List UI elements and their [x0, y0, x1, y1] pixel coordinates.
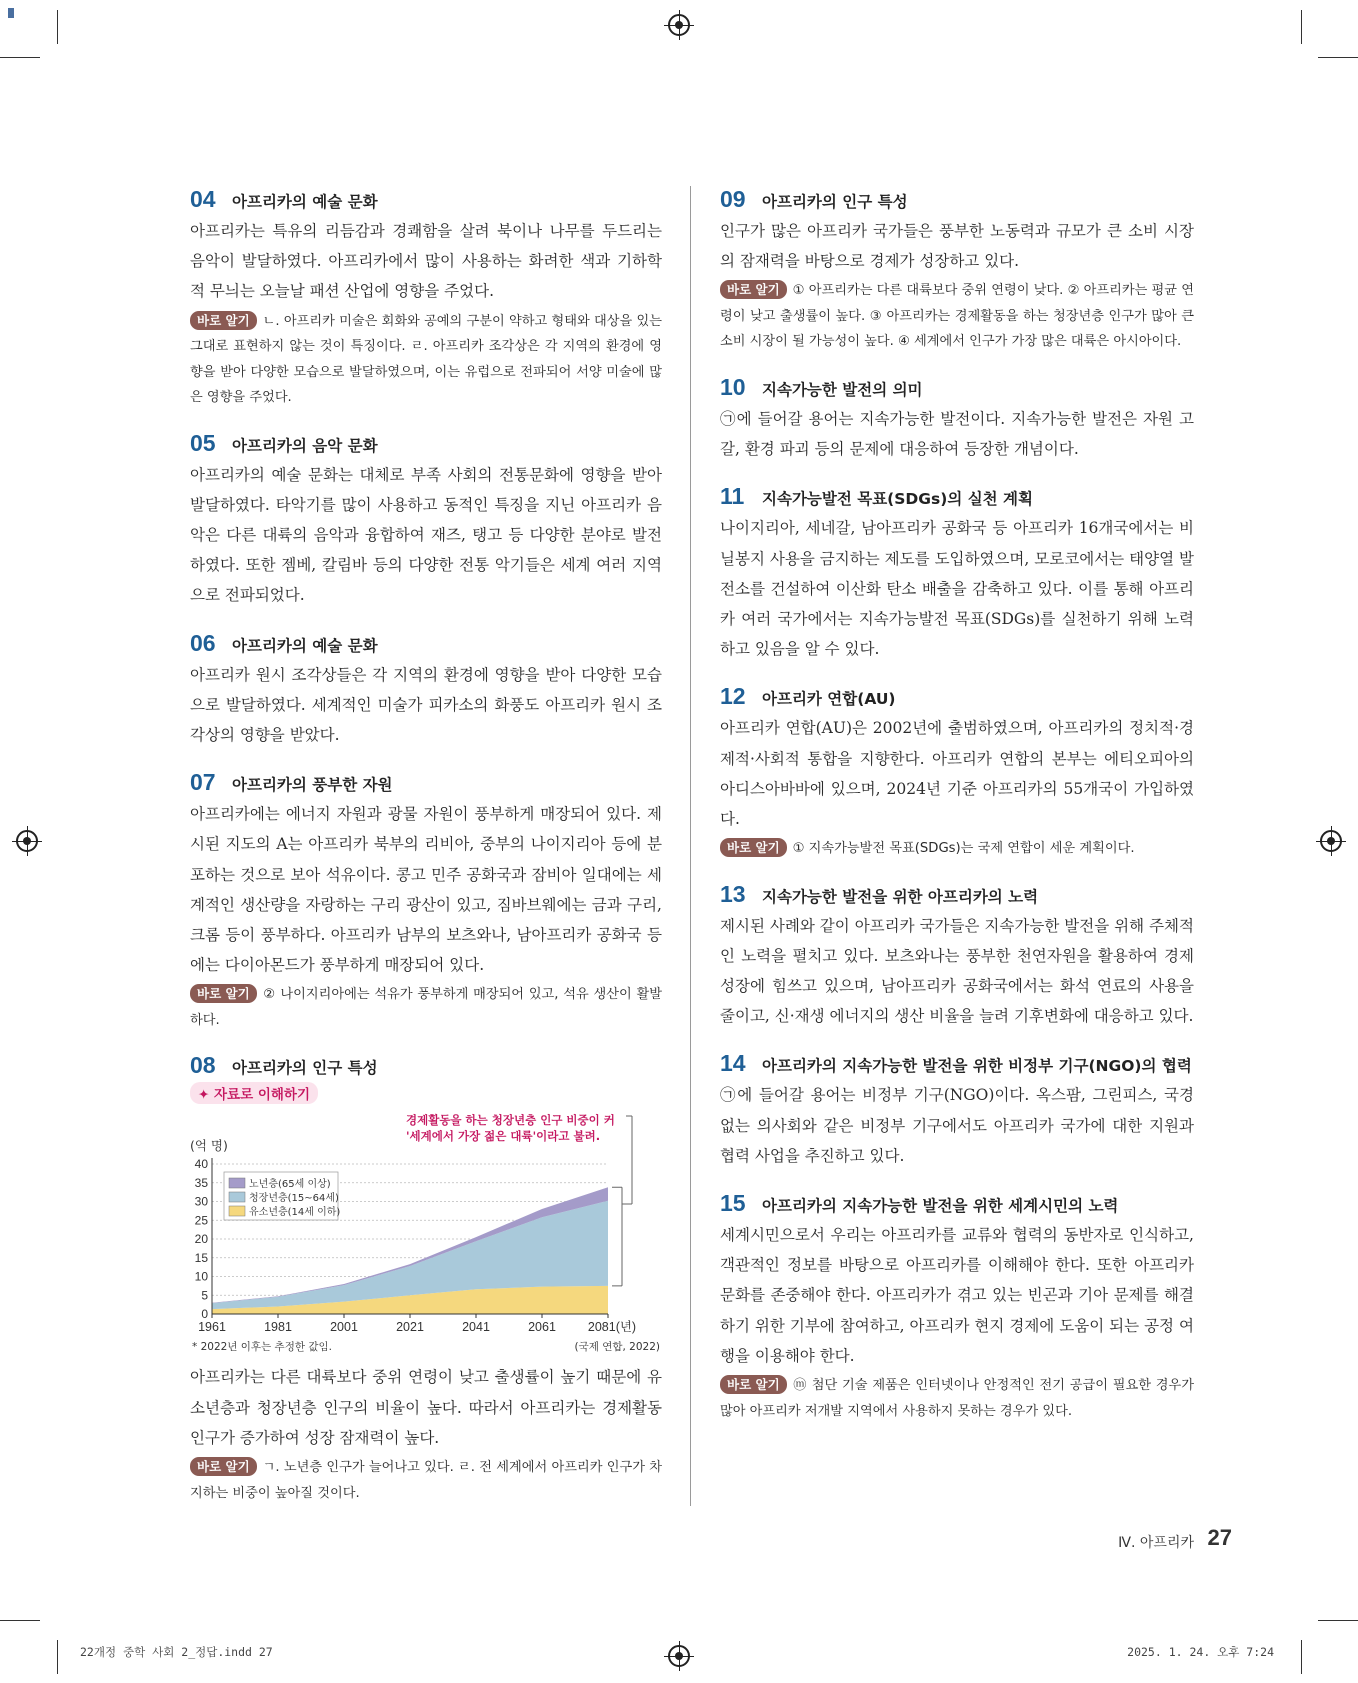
section-title: 아프리카 연합(AU) — [762, 690, 896, 709]
correction-badge: 바로 알기 — [190, 984, 257, 1003]
answer-section — [190, 186, 662, 411]
y-tick-label: 30 — [194, 1194, 208, 1209]
correction-badge: 바로 알기 — [720, 1375, 787, 1394]
correction-badge: 바로 알기 — [190, 1457, 257, 1476]
legend-label: 노년층(65세 이상) — [249, 1179, 331, 1191]
y-tick-label: 5 — [201, 1288, 208, 1303]
section-title: 아프리카의 인구 특성 — [762, 193, 908, 211]
legend-swatch — [229, 1206, 245, 1216]
correction-note: 바로 알기 ㄴ. 아프리카 미술은 회화와 공예의 구분이 약하고 형태와 대상을 있는 그대로 표현하지 않는 것이 특징이다. ㄹ. 아프리카 조각상은 각 지역의 환경에 영향을 받아 다양한 모습으로 발달하였으며, 이는 유럽으로 전파되어 서양 미술에 많은 영향을 주었다. — [190, 312, 662, 406]
legend-swatch — [229, 1192, 245, 1202]
chart-annotation: 경제활동을 하는 청장년층 인구 비중이 커 — [406, 1113, 615, 1128]
crop-mark — [8, 8, 14, 18]
section-body: 아프리카에는 에너지 자원과 광물 자원이 풍부하게 매장되어 있다. 제시된 지도의 A는 아프리카 북부의 리비아, 중부의 나이지리아 등에 분포하는 것으로 보아 석유이다. 콩고 민주 공화국과 잠비아 일대에는 세계적인 생산량을 자랑하는 구리 광산이 있고, 짐바브웨에는 금과 구리, 크롬 등이 풍부하다. 아프리카 남부의 보츠와나, 남아프리카 공화국 등에는 다이아몬드가 풍부하게 매장되어 있다. — [190, 805, 662, 975]
answer-section — [720, 374, 1194, 464]
section-title: 아프리카의 예술 문화 — [232, 636, 378, 655]
correction-note: 바로 알기 ① 아프리카는 다른 대륙보다 중위 연령이 낮다. ② 아프리카는 평균 연령이 낮고 출생률이 높다. ③ 아프리카는 경제활동을 하는 청장년층 인구가 많아 큰 소비 시장이 될 가능성이 높다. ④ 세계에서 인구가 가장 많은 대륙은 아시아이다. — [720, 282, 1194, 350]
y-tick-label: 20 — [194, 1232, 208, 1247]
section-number: 15 — [720, 1190, 746, 1217]
answer-section — [190, 630, 662, 751]
crop-mark — [0, 57, 40, 58]
correction-note: 바로 알기 ② 나이지리아에는 석유가 풍부하게 매장되어 있고, 석유 생산이 활발하다. — [190, 986, 662, 1028]
y-tick-label: 0 — [201, 1307, 208, 1322]
answer-section — [720, 683, 1194, 861]
file-slug: 22개정 중학 사회 2_정답.indd 27 — [80, 1645, 273, 1659]
answer-section — [720, 483, 1194, 664]
x-tick-label: 1961 — [198, 1320, 226, 1335]
x-tick-label: 2081(년) — [587, 1320, 637, 1335]
section-title: 아프리카의 인구 특성 — [232, 1059, 378, 1078]
section-title: 아프리카의 지속가능한 발전을 위한 비정부 기구(NGO)의 협력 — [762, 1057, 1192, 1076]
crop-mark — [57, 1640, 58, 1674]
section-number: 07 — [190, 769, 216, 796]
section-body: 아프리카의 예술 문화는 대체로 부족 사회의 전통문화에 영향을 받아 발달하였다. 타악기를 많이 사용하고 동적인 특징을 지닌 아프리카 음악은 다른 대륙의 음악과 융합하여 재즈, 탱고 등 다양한 분야로 발전하였다. 또한 젬베, 칼림바 등의 다양한 전통 악기들은 세계 여러 지역으로 전파되었다. — [190, 465, 662, 605]
section-number: 14 — [720, 1050, 746, 1077]
section-body: 인구가 많은 아프리카 국가들은 풍부한 노동력과 규모가 큰 소비 시장의 잠재력을 바탕으로 경제가 성장하고 있다. — [720, 222, 1194, 271]
y-unit-label: (억 명) — [190, 1138, 228, 1154]
crop-mark — [57, 10, 58, 44]
y-tick-label: 25 — [194, 1213, 208, 1228]
registration-mark — [1320, 830, 1342, 852]
crop-mark — [1318, 57, 1358, 58]
section-number: 13 — [720, 880, 746, 907]
page-number: 27 — [1207, 1525, 1232, 1550]
section-number: 09 — [720, 186, 746, 212]
section-body: 아프리카는 특유의 리듬감과 경쾌함을 살려 북이나 나무를 두드리는 음악이 발달하였다. 아프리카에서 많이 사용하는 화려한 색과 기하학적 무늬는 오늘날 패션 산업에 영향을 주었다. — [190, 222, 662, 301]
section-body: 아프리카 연합(AU)은 2002년에 출범하였으며, 아프리카의 정치적·경제적·사회적 통합을 지향한다. 아프리카 연합의 본부는 에티오피아의 아디스아바바에 있으며, 2024년 기준 아프리카의 55개국이 가입하였다. — [720, 719, 1194, 828]
chart-svg — [190, 1108, 662, 1356]
section-title: 지속가능발전 목표(SDGs)의 실천 계획 — [762, 490, 1033, 509]
section-number: 11 — [720, 483, 745, 510]
answer-section — [720, 881, 1194, 1032]
column-divider — [690, 186, 691, 1506]
legend-swatch — [229, 1178, 245, 1188]
section-body: 제시된 사례와 같이 아프리카 국가들은 지속가능한 발전을 위해 주체적인 노력을 펼치고 있다. 보츠와나는 풍부한 천연자원을 활용하여 경제 성장에 힘쓰고 있으며, 남아프리카 공화국에서는 화석 연료의 사용을 줄이고, 신·재생 에너지의 생산 비율을 늘려 기후변화에 대응하고 있다. — [720, 916, 1194, 1026]
section-title: 아프리카의 지속가능한 발전을 위한 세계시민의 노력 — [762, 1197, 1119, 1216]
y-tick-label: 10 — [194, 1269, 208, 1284]
footer-section-label: Ⅳ. 아프리카 — [1118, 1535, 1194, 1551]
section-number: 08 — [190, 1052, 216, 1079]
left-column — [190, 186, 662, 1525]
registration-mark — [16, 830, 38, 852]
section-number: 05 — [190, 429, 216, 456]
section-title: 아프리카의 풍부한 자원 — [232, 776, 393, 795]
answer-section — [720, 1050, 1194, 1171]
correction-badge: 바로 알기 — [720, 838, 787, 857]
crop-mark — [1301, 1640, 1302, 1674]
section-number: 06 — [190, 629, 216, 656]
answer-section — [190, 430, 662, 611]
x-tick-label: 2041 — [462, 1320, 490, 1335]
section-body: 아프리카는 다른 대륙보다 중위 연령이 낮고 출생률이 높기 때문에 유소년층과 청장년층 인구의 비율이 높다. 따라서 아프리카는 경제활동 인구가 증가하여 성장 잠재력이 높다. — [190, 1368, 662, 1447]
chart-footnote: * 2022년 이후는 추정한 값임. — [192, 1341, 332, 1354]
legend-label: 청장년층(15~64세) — [249, 1193, 339, 1205]
population-chart — [190, 1108, 662, 1356]
right-column — [720, 186, 1194, 1443]
data-tag: ✦ 자료로 이해하기 — [190, 1082, 318, 1104]
answer-section — [720, 186, 1194, 355]
x-tick-label: 1981 — [264, 1320, 292, 1335]
correction-note: 바로 알기 ① 지속가능발전 목표(SDGs)는 국제 연합이 세운 계획이다. — [720, 836, 1194, 862]
registration-mark — [668, 14, 690, 36]
section-body: 세계시민으로서 우리는 아프리카를 교류와 협력의 동반자로 인식하고, 객관적인 정보를 바탕으로 아프리카를 이해해야 한다. 또한 아프리카 문화를 존중해야 한다. 아프리카가 겪고 있는 빈곤과 기아 문제를 해결하기 위한 기부에 참여하고, 아프리카 현지 경제에 도움이 되는 공정 여행을 이용해야 한다. — [720, 1226, 1194, 1365]
section-number: 04 — [190, 186, 216, 212]
legend-label: 유소년층(14세 이하) — [249, 1207, 341, 1219]
x-tick-label: 2021 — [396, 1320, 424, 1335]
answer-section — [190, 769, 662, 1033]
crop-mark — [1318, 1620, 1358, 1621]
correction-note: 바로 알기 ㄱ. 노년층 인구가 늘어나고 있다. ㄹ. 전 세계에서 아프리카 인구가 차지하는 비중이 높아질 것이다. — [190, 1459, 662, 1501]
section-body: 나이지리아, 세네갈, 남아프리카 공화국 등 아프리카 16개국에서는 비닐봉지 사용을 금지하는 제도를 도입하였으며, 모로코에서는 태양열 발전소를 건설하여 이산화 탄소 배출을 감축하고 있다. 이를 통해 아프리카 여러 국가에서는 지속가능발전 목표(SDGs)를 실천하기 위해 노력하고 있음을 알 수 있다. — [720, 519, 1194, 659]
section-body: ㉠에 들어갈 용어는 비정부 기구(NGO)이다. 옥스팜, 그린피스, 국경 없는 의사회와 같은 비정부 기구에서도 아프리카 국가에 대한 지원과 협력 사업을 추진하고 있다. — [720, 1086, 1194, 1165]
section-title: 아프리카의 예술 문화 — [232, 193, 378, 211]
y-tick-label: 15 — [194, 1251, 208, 1266]
x-tick-label: 2001 — [330, 1320, 358, 1335]
chart-source: (국제 연합, 2022) — [574, 1341, 660, 1354]
answer-section — [190, 1052, 662, 1506]
section-number: 10 — [720, 373, 746, 400]
answer-section — [720, 1190, 1194, 1424]
registration-mark — [668, 1645, 690, 1667]
section-body: 아프리카 원시 조각상들은 각 지역의 환경에 영향을 받아 다양한 모습으로 발달하였다. 세계적인 미술가 피카소의 화풍도 아프리카 원시 조각상의 영향을 받았다. — [190, 665, 662, 745]
correction-badge: 바로 알기 — [720, 280, 787, 299]
section-title: 지속가능한 발전을 위한 아프리카의 노력 — [762, 887, 1039, 906]
crop-mark — [0, 1620, 40, 1621]
section-number: 12 — [720, 683, 746, 710]
correction-note: 바로 알기 ⓜ 첨단 기술 제품은 인터넷이나 안정적인 전기 공급이 필요한 경우가 많아 아프리카 저개발 지역에서 사용하지 못하는 경우가 있다. — [720, 1377, 1194, 1419]
chart-annotation: '세계에서 가장 젊은 대륙'이라고 불려. — [406, 1129, 601, 1144]
section-title: 아프리카의 음악 문화 — [232, 436, 378, 455]
crop-mark — [1301, 10, 1302, 44]
y-tick-label: 35 — [194, 1176, 208, 1191]
correction-badge: 바로 알기 — [190, 311, 257, 330]
timestamp-slug: 2025. 1. 24. 오후 7:24 — [1127, 1645, 1274, 1659]
section-body: ㉠에 들어갈 용어는 지속가능한 발전이다. 지속가능한 발전은 자원 고갈, 환경 파괴 등의 문제에 대응하여 등장한 개념이다. — [720, 409, 1194, 459]
section-title: 지속가능한 발전의 의미 — [762, 380, 923, 399]
y-tick-label: 40 — [194, 1157, 208, 1172]
x-tick-label: 2061 — [528, 1320, 556, 1335]
